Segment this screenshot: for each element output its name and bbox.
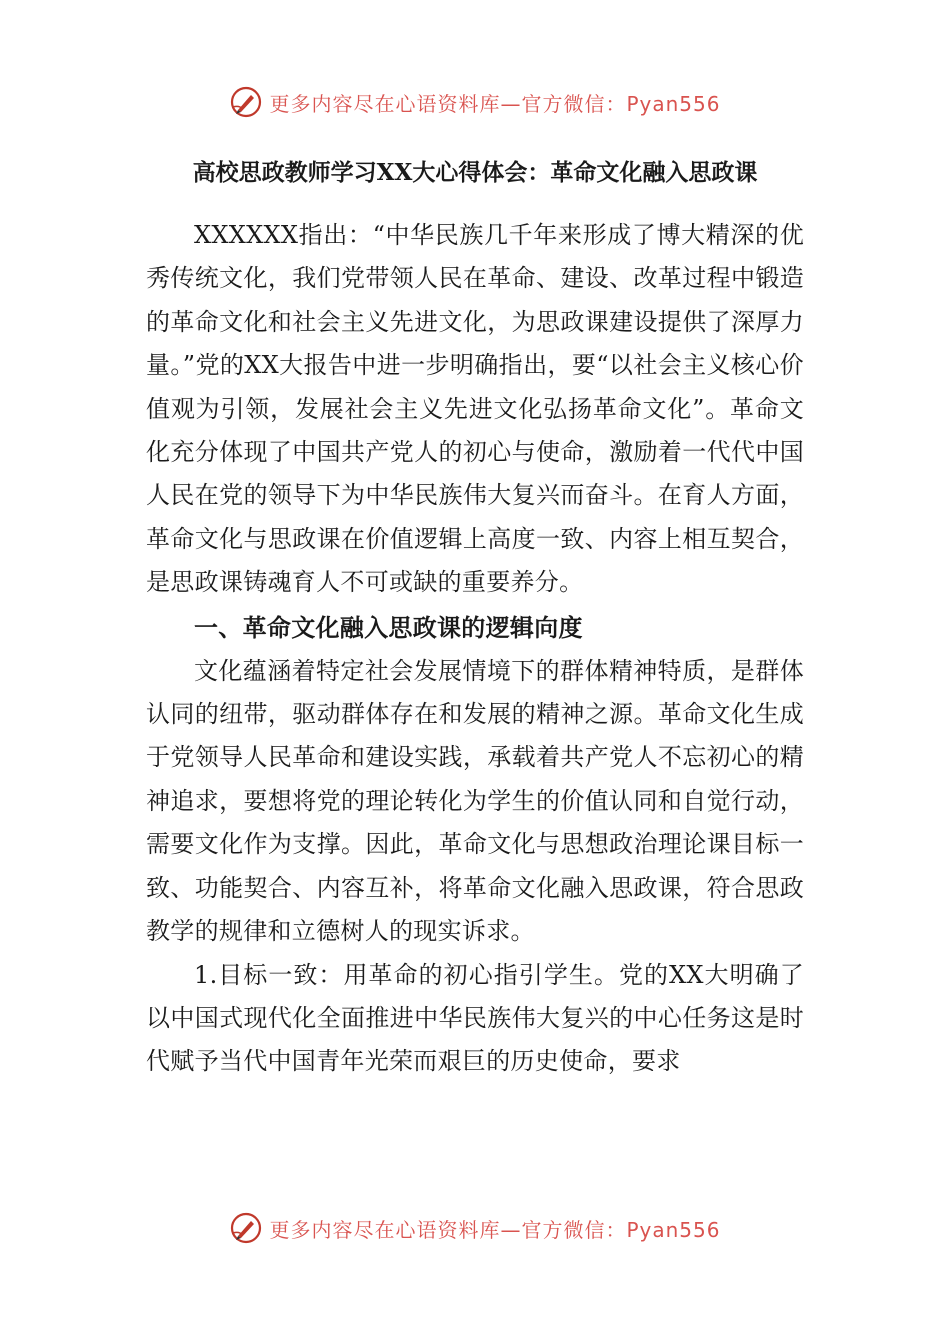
section-heading-1: 一、革命文化融入思政课的逻辑向度: [194, 612, 583, 642]
document-title: 高校思政教师学习XX大心得体会：革命文化融入思政课: [192, 159, 758, 186]
pen-logo-icon: [229, 1211, 263, 1245]
section-1-paragraph: 文化蕴涵着特定社会发展情境下的群体精神特质，是群体认同的纽带，驱动群体存在和发展的精神之源。革命文化生成于党领导人民革命和建设实践，承载着共产党人不忘初心的精神追求，要想将党的理论转化为学生的价值认同和自觉行动，需要文化作为支撑。因此，革命文化与思想政治理论课目标一致、功能契合、内容互补，将革命文化融入思政课，符合思政教学的规律和立德树人的现实诉求。: [146, 656, 804, 946]
intro-paragraph: XXXXXX指出：“中华民族几千年来形成了博大精深的优秀传统文化，我们党带领人民在革命、建设、改革过程中锻造的革命文化和社会主义先进文化，为思政课建设提供了深厚力量。”党的XX大报告中进一步明确指出，要“以社会主义核心价值观为引领，发展社会主义先进文化弘扬革命文化”。革命文化充分体现了中国共产党人的初心与使命，激励着一代代中国人民在党的领导下为中华民族伟大复兴而奋斗。在育人方面，革命文化与思政课在价值逻辑上高度一致、内容上相互契合，是思政课铸魂育人不可或缺的重要养分。: [146, 221, 804, 597]
footer-banner: [0, 1208, 950, 1248]
document-body: [146, 158, 804, 1084]
banner-text: 更多内容尽在心语资料库—官方微信：Pyan556: [269, 91, 721, 116]
pen-logo-icon: [229, 85, 263, 119]
point-1-paragraph: 1.目标一致：用革命的初心指引学生。党的XX大明确了以中国式现代化全面推进中华民族伟大复兴的中心任务这是时代赋予当代中国青年光荣而艰巨的历史使命，要求: [146, 960, 804, 1076]
header-banner: [0, 82, 950, 122]
banner-text: 更多内容尽在心语资料库—官方微信：Pyan556: [269, 1217, 721, 1242]
